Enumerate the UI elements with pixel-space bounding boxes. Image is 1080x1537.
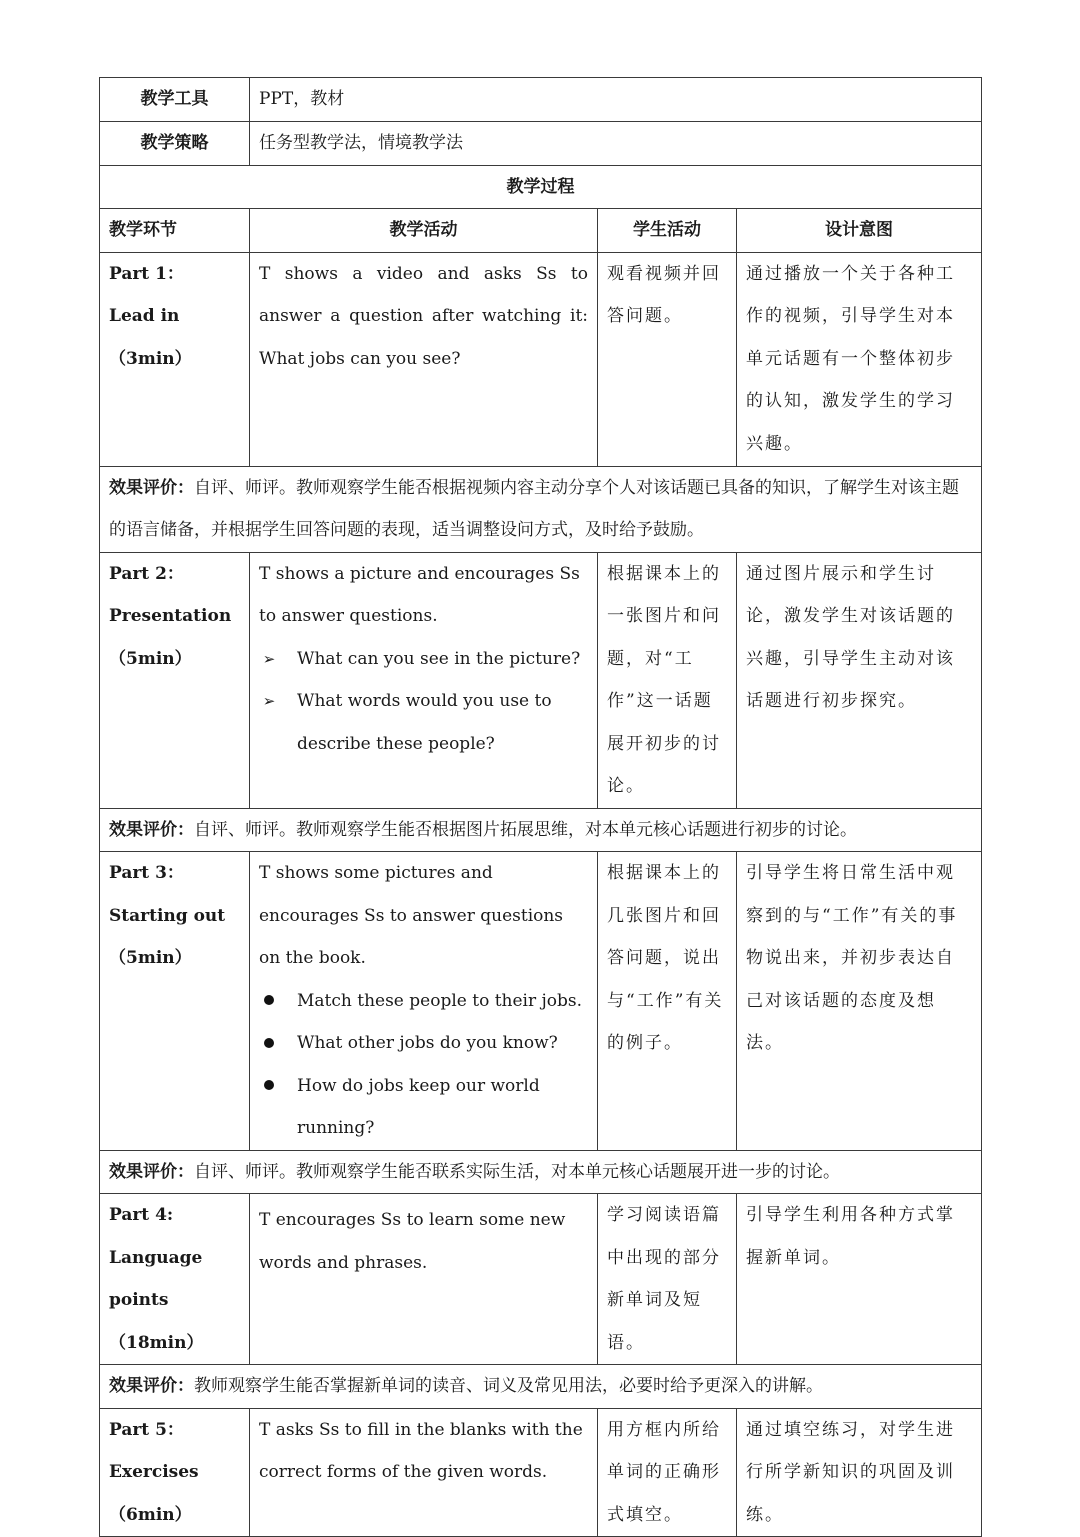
part-2-eval	[100, 808, 982, 852]
part-3-student: 根据课本上的几张图片和回答问题，说出与“工作”有关的例子。	[598, 852, 737, 1151]
bullet-dot-icon	[259, 1022, 279, 1065]
eval-label: 效果评价：	[109, 1376, 194, 1396]
list-item: How do jobs keep our world running?	[259, 1065, 588, 1150]
column-header-stage: 教学环节	[100, 209, 250, 253]
part-1-name: Lead in	[109, 306, 180, 326]
part-2-duration: （5min）	[109, 648, 192, 669]
part-1-student: 观看视频并回答问题。	[598, 252, 737, 466]
part-2-row	[100, 552, 982, 808]
part-5-duration: （6min）	[109, 1504, 192, 1525]
part-3-question-list	[259, 980, 588, 1150]
tools-label: 教学工具	[100, 78, 250, 122]
part-1-duration: （3min）	[109, 348, 192, 369]
list-item: ➢ What words would you use to describe these people?	[259, 680, 588, 765]
part-5-title: Part 5：	[109, 1419, 184, 1440]
part-4-name-cont: points	[109, 1290, 169, 1310]
bullet-dot-icon	[259, 1065, 279, 1108]
part-5-intent: 通过填空练习，对学生进行所学新知识的巩固及训练。	[737, 1408, 982, 1537]
part-2-activity-intro: T shows a picture and encourages Ss to answer questions.	[259, 563, 580, 626]
eval-label: 效果评价：	[109, 477, 194, 498]
part-1-title: Part 1：	[109, 263, 184, 284]
lesson-plan-table	[99, 77, 982, 1537]
part-3-row	[100, 852, 982, 1151]
part-4-eval	[100, 1365, 982, 1409]
part-4-name: Language	[109, 1247, 203, 1268]
eval-text: 教师观察学生能否掌握新单词的读音、词义及常见用法，必要时给予更深入的讲解。	[194, 1376, 823, 1396]
list-item: ➢ What can you see in the picture?	[259, 638, 588, 681]
eval-text: 自评、师评。教师观察学生能否根据图片拓展思维，对本单元核心话题进行初步的讨论。	[194, 819, 857, 840]
part-2-activity	[250, 552, 598, 808]
part-3-eval	[100, 1150, 982, 1194]
part-2-title: Part 2：	[109, 563, 184, 584]
part-2-intent: 通过图片展示和学生讨论，激发学生对该话题的兴趣，引导学生主动对该话题进行初步探究。	[737, 552, 982, 808]
column-header-intent: 设计意图	[737, 209, 982, 253]
process-title: 教学过程	[100, 165, 982, 209]
part-3-duration: （5min）	[109, 948, 192, 968]
column-header-student: 学生活动	[598, 209, 737, 253]
arrow-bullet-icon: ➢	[262, 692, 276, 710]
eval-text: 自评、师评。教师观察学生能否根据视频内容主动分享个人对该话题已具备的知识，了解学生对该主题的语言储备，并根据学生回答问题的表现，适当调整设问方式，及时给予鼓励。	[109, 477, 959, 540]
strategy-value: 任务型教学法，情境教学法	[250, 122, 982, 166]
part-2-stage	[100, 552, 250, 808]
part-3-name: Starting out	[109, 905, 226, 926]
part-4-student: 学习阅读语篇中出现的部分新单词及短语。	[598, 1194, 737, 1365]
part-1-row	[100, 252, 982, 466]
part-4-stage	[100, 1194, 250, 1365]
part-3-eval-row	[100, 1150, 982, 1194]
eval-label: 效果评价：	[109, 1161, 194, 1182]
arrow-bullet-icon: ➢	[262, 649, 276, 668]
part-5-student: 用方框内所给单词的正确形式填空。	[598, 1408, 737, 1537]
part-2-student: 根据课本上的一张图片和问题，对“工作”这一话题展开初步的讨论。	[598, 552, 737, 808]
column-header-row	[100, 209, 982, 253]
process-title-row	[100, 165, 982, 209]
part-3-activity-intro: T shows some pictures and encourages Ss to answer questions on the book.	[259, 863, 564, 968]
part-4-activity: T encourages Ss to learn some new words and phrases.	[250, 1194, 598, 1365]
part-3-intent: 引导学生将日常生活中观察到的与“工作”有关的事物说出来，并初步表达自己对该话题的态度及想法。	[737, 852, 982, 1151]
part-2-eval-row	[100, 808, 982, 852]
part-4-title: Part 4:	[109, 1205, 174, 1225]
part-4-intent: 引导学生利用各种方式掌握新单词。	[737, 1194, 982, 1365]
part-2-name: Presentation	[109, 606, 232, 626]
strategy-row	[100, 122, 982, 166]
tools-value: PPT，教材	[250, 78, 982, 122]
part-5-stage	[100, 1408, 250, 1537]
part-4-row	[100, 1194, 982, 1365]
part-5-activity: T asks Ss to fill in the blanks with the correct forms of the given words.	[250, 1408, 598, 1537]
part-5-name: Exercises	[109, 1462, 199, 1482]
bullet-dot-icon	[259, 980, 279, 1023]
list-item: Match these people to their jobs.	[259, 980, 588, 1023]
part-1-activity: T shows a video and asks Ss to answer a question after watching it: What jobs can you see?	[250, 252, 598, 466]
part-1-eval-row	[100, 466, 982, 552]
part-1-stage	[100, 252, 250, 466]
part-4-eval-row	[100, 1365, 982, 1409]
eval-text: 自评、师评。教师观察学生能否联系实际生活，对本单元核心话题展开进一步的讨论。	[194, 1161, 840, 1182]
tools-row	[100, 78, 982, 122]
part-4-duration: （18min）	[109, 1332, 204, 1353]
part-3-stage	[100, 852, 250, 1151]
part-2-question-list	[259, 638, 588, 766]
part-3-activity	[250, 852, 598, 1151]
part-1-eval	[100, 466, 982, 552]
list-item: What other jobs do you know?	[259, 1022, 588, 1065]
part-5-row	[100, 1408, 982, 1537]
eval-label: 效果评价：	[109, 819, 194, 840]
part-3-title: Part 3：	[109, 863, 184, 883]
strategy-label: 教学策略	[100, 122, 250, 166]
column-header-activity: 教学活动	[250, 209, 598, 253]
part-1-intent: 通过播放一个关于各种工作的视频，引导学生对本单元话题有一个整体初步的认知，激发学生的学习兴趣。	[737, 252, 982, 466]
